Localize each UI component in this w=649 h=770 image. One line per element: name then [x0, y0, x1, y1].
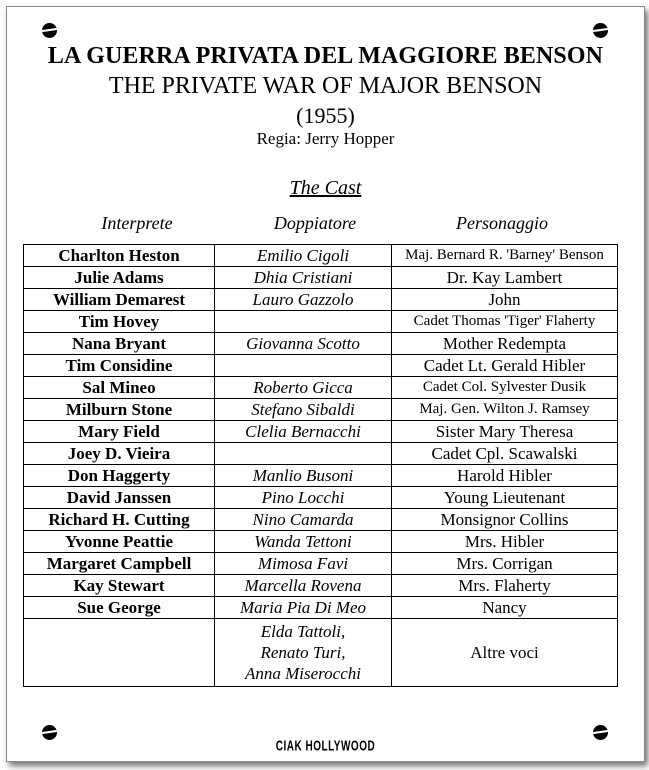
dubber-cell [215, 443, 392, 465]
other-voice-dubber: Anna Miserocchi [245, 664, 361, 683]
character-cell: Mrs. Flaherty [392, 575, 618, 597]
table-row [24, 531, 618, 553]
dubber-cell: Emilio Cigoli [215, 245, 392, 267]
character-cell: Cadet Cpl. Scawalski [392, 443, 618, 465]
actor-cell: Milburn Stone [24, 399, 215, 421]
other-voices-dubbers-cell [215, 619, 392, 687]
actor-cell: Charlton Heston [24, 245, 215, 267]
table-row [24, 355, 618, 377]
table-row [24, 443, 618, 465]
actor-cell: Don Haggerty [24, 465, 215, 487]
dubber-cell: Pino Locchi [215, 487, 392, 509]
table-row [24, 465, 618, 487]
dubber-cell: Stefano Sibaldi [215, 399, 392, 421]
table-row [24, 487, 618, 509]
character-cell: John [392, 289, 618, 311]
dubber-cell: Marcella Rovena [215, 575, 392, 597]
other-voice-dubber: Elda Tattoli, [260, 622, 346, 641]
character-cell: Cadet Lt. Gerald Hibler [392, 355, 618, 377]
actor-cell: Margaret Campbell [24, 553, 215, 575]
dubber-cell [215, 355, 392, 377]
table-row-other-voices [24, 619, 618, 687]
actor-cell: Julie Adams [24, 267, 215, 289]
actor-cell: Sal Mineo [24, 377, 215, 399]
header-character: Personaggio [456, 213, 548, 233]
dubber-cell: Manlio Busoni [215, 465, 392, 487]
screw-icon-top-right [593, 23, 608, 38]
dubber-cell: Giovanna Scotto [215, 333, 392, 355]
actor-cell: Tim Considine [24, 355, 215, 377]
dubber-cell: Clelia Bernacchi [215, 421, 392, 443]
character-cell: Sister Mary Theresa [392, 421, 618, 443]
dubber-cell: Maria Pia Di Meo [215, 597, 392, 619]
table-row [24, 575, 618, 597]
actor-cell: Yvonne Peattie [24, 531, 215, 553]
actor-cell: David Janssen [24, 487, 215, 509]
dubber-cell [215, 311, 392, 333]
character-cell: Mrs. Hibler [392, 531, 618, 553]
character-cell: Dr. Kay Lambert [392, 267, 618, 289]
dubber-cell: Dhia Cristiani [215, 267, 392, 289]
character-cell: Maj. Gen. Wilton J. Ramsey [392, 399, 618, 421]
character-cell: Mother Redempta [392, 333, 618, 355]
character-cell: Cadet Thomas 'Tiger' Flaherty [392, 311, 618, 333]
character-cell: Cadet Col. Sylvester Dusik [392, 377, 618, 399]
cast-table [23, 244, 618, 687]
table-row [24, 289, 618, 311]
table-row [24, 421, 618, 443]
actor-cell: William Demarest [24, 289, 215, 311]
table-row [24, 333, 618, 355]
table-row [24, 267, 618, 289]
actor-cell: Mary Field [24, 421, 215, 443]
release-year: (1955) [296, 103, 355, 128]
cast-card [6, 6, 645, 762]
character-cell: Maj. Bernard R. 'Barney' Benson [392, 245, 618, 267]
ciak-hollywood-logo: CIAK HOLLYWOOD [275, 738, 376, 755]
dubber-cell: Wanda Tettoni [215, 531, 392, 553]
actor-cell-empty [24, 619, 215, 687]
table-row [24, 553, 618, 575]
dubber-cell: Mimosa Favi [215, 553, 392, 575]
actor-cell: Tim Hovey [24, 311, 215, 333]
cast-table-body [24, 245, 618, 687]
header-actor: Interprete [101, 213, 173, 233]
other-voices-character-cell: Altre voci [392, 619, 618, 687]
character-cell: Monsignor Collins [392, 509, 618, 531]
table-row [24, 377, 618, 399]
actor-cell: Richard H. Cutting [24, 509, 215, 531]
table-row [24, 597, 618, 619]
character-cell: Young Lieutenant [392, 487, 618, 509]
title-english: THE PRIVATE WAR OF MAJOR BENSON [108, 73, 543, 99]
character-cell: Harold Hibler [392, 465, 618, 487]
actor-cell: Sue George [24, 597, 215, 619]
character-cell: Mrs. Corrigan [392, 553, 618, 575]
title-italian: LA GUERRA PRIVATA DEL MAGGIORE BENSON [47, 43, 604, 69]
screw-icon-top-left [42, 23, 57, 38]
character-cell: Nancy [392, 597, 618, 619]
other-voice-dubber: Renato Turi, [260, 643, 346, 662]
section-title: The Cast [289, 177, 362, 199]
dubber-cell: Lauro Gazzolo [215, 289, 392, 311]
header-dubber: Doppiatore [273, 213, 357, 233]
dubber-cell: Nino Camarda [215, 509, 392, 531]
actor-cell: Joey D. Vieira [24, 443, 215, 465]
table-row [24, 399, 618, 421]
table-row [24, 509, 618, 531]
dubber-cell: Roberto Gicca [215, 377, 392, 399]
table-row [24, 311, 618, 333]
actor-cell: Kay Stewart [24, 575, 215, 597]
actor-cell: Nana Bryant [24, 333, 215, 355]
table-row [24, 245, 618, 267]
director-credit: Regia: Jerry Hopper [256, 129, 395, 148]
